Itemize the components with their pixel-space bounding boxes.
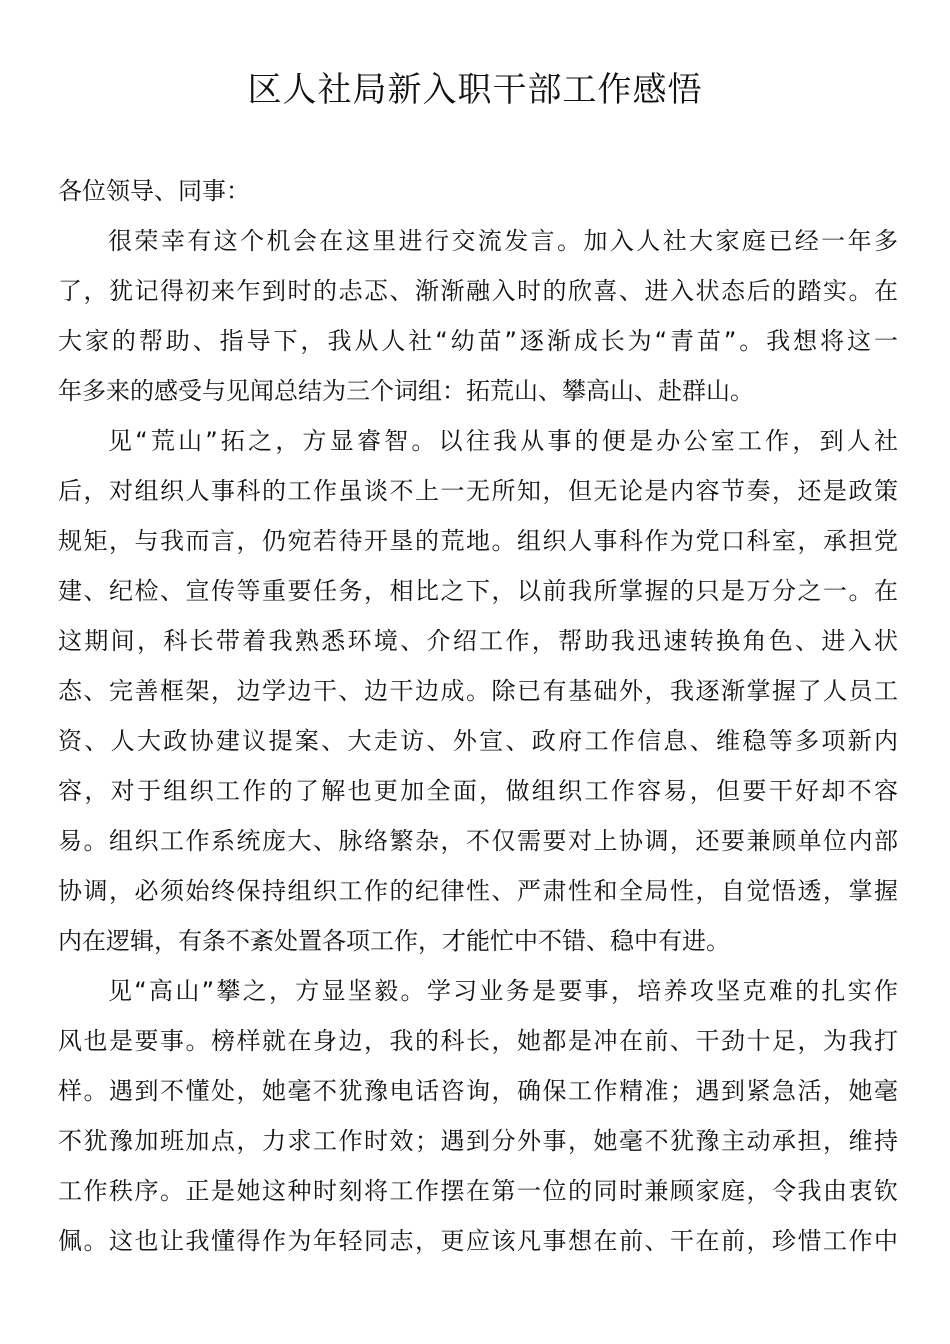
paragraph-3-line: 风也是要事。榜样就在身边，我的科长，她都是冲在前、干劲十足，为我打 (58, 1027, 898, 1055)
document-title: 区人社局新入职干部工作感悟 (247, 70, 703, 110)
paragraph-3-line: 不犹豫加班加点，力求工作时效；遇到分外事，她毫不犹豫主动承担，维持 (58, 1127, 898, 1155)
paragraph-3-line: 见“高山”攀之，方显坚毅。学习业务是要事，培养攻坚克难的扎实作 (108, 977, 898, 1005)
paragraph-2-line: 资、人大政协建议提案、大走访、外宣、政府工作信息、维稳等多项新内 (58, 727, 898, 755)
paragraph-2-line: 态、完善框架，边学边干、边干边成。除已有基础外，我逐渐掌握了人员工 (58, 677, 898, 705)
paragraph-3-line: 工作秩序。正是她这种时刻将工作摆在第一位的同时兼顾家庭，令我由衷钦 (58, 1177, 898, 1205)
paragraph-3-line: 样。遇到不懂处，她毫不犹豫电话咨询，确保工作精准；遇到紧急活，她毫 (58, 1077, 898, 1105)
paragraph-2-line: 建、纪检、宣传等重要任务，相比之下，以前我所掌握的只是万分之一。在 (58, 577, 898, 605)
paragraph-2-line: 规矩，与我而言，仍宛若待开垦的荒地。组织人事科作为党口科室，承担党 (58, 527, 898, 555)
paragraph-1-line: 了，犹记得初来乍到时的忐忑、渐渐融入时的欣喜、进入状态后的踏实。在 (58, 277, 898, 305)
paragraph-2-line: 容，对于组织工作的了解也更加全面，做组织工作容易，但要干好却不容 (58, 777, 898, 805)
paragraph-2-line: 这期间，科长带着我熟悉环境、介绍工作，帮助我迅速转换角色、进入状 (58, 627, 898, 655)
paragraph-3-line: 佩。这也让我懂得作为年轻同志，更应该凡事想在前、干在前，珍惜工作中 (58, 1227, 898, 1255)
paragraph-2-line: 见“荒山”拓之，方显睿智。以往我从事的便是办公室工作，到人社 (108, 427, 898, 455)
paragraph-2-line: 协调，必须始终保持组织工作的纪律性、严肃性和全局性，自觉悟透，掌握 (58, 877, 898, 905)
paragraph-2-line: 后，对组织人事科的工作虽谈不上一无所知，但无论是内容节奏，还是政策 (58, 477, 898, 505)
salutation: 各位领导、同事： (58, 177, 250, 205)
paragraph-2-line: 内在逻辑，有条不紊处置各项工作，才能忙中不错、稳中有进。 (58, 927, 730, 955)
paragraph-1-line: 大家的帮助、指导下，我从人社“幼苗”逐渐成长为“青苗”。我想将这一 (58, 327, 898, 355)
paragraph-2-line: 易。组织工作系统庞大、脉络繁杂，不仅需要对上协调，还要兼顾单位内部 (58, 827, 898, 855)
document-body (58, 166, 898, 1266)
paragraph-1-line: 很荣幸有这个机会在这里进行交流发言。加入人社大家庭已经一年多 (108, 227, 898, 255)
paragraph-1-line: 年多来的感受与见闻总结为三个词组：拓荒山、攀高山、赴群山。 (58, 377, 754, 405)
